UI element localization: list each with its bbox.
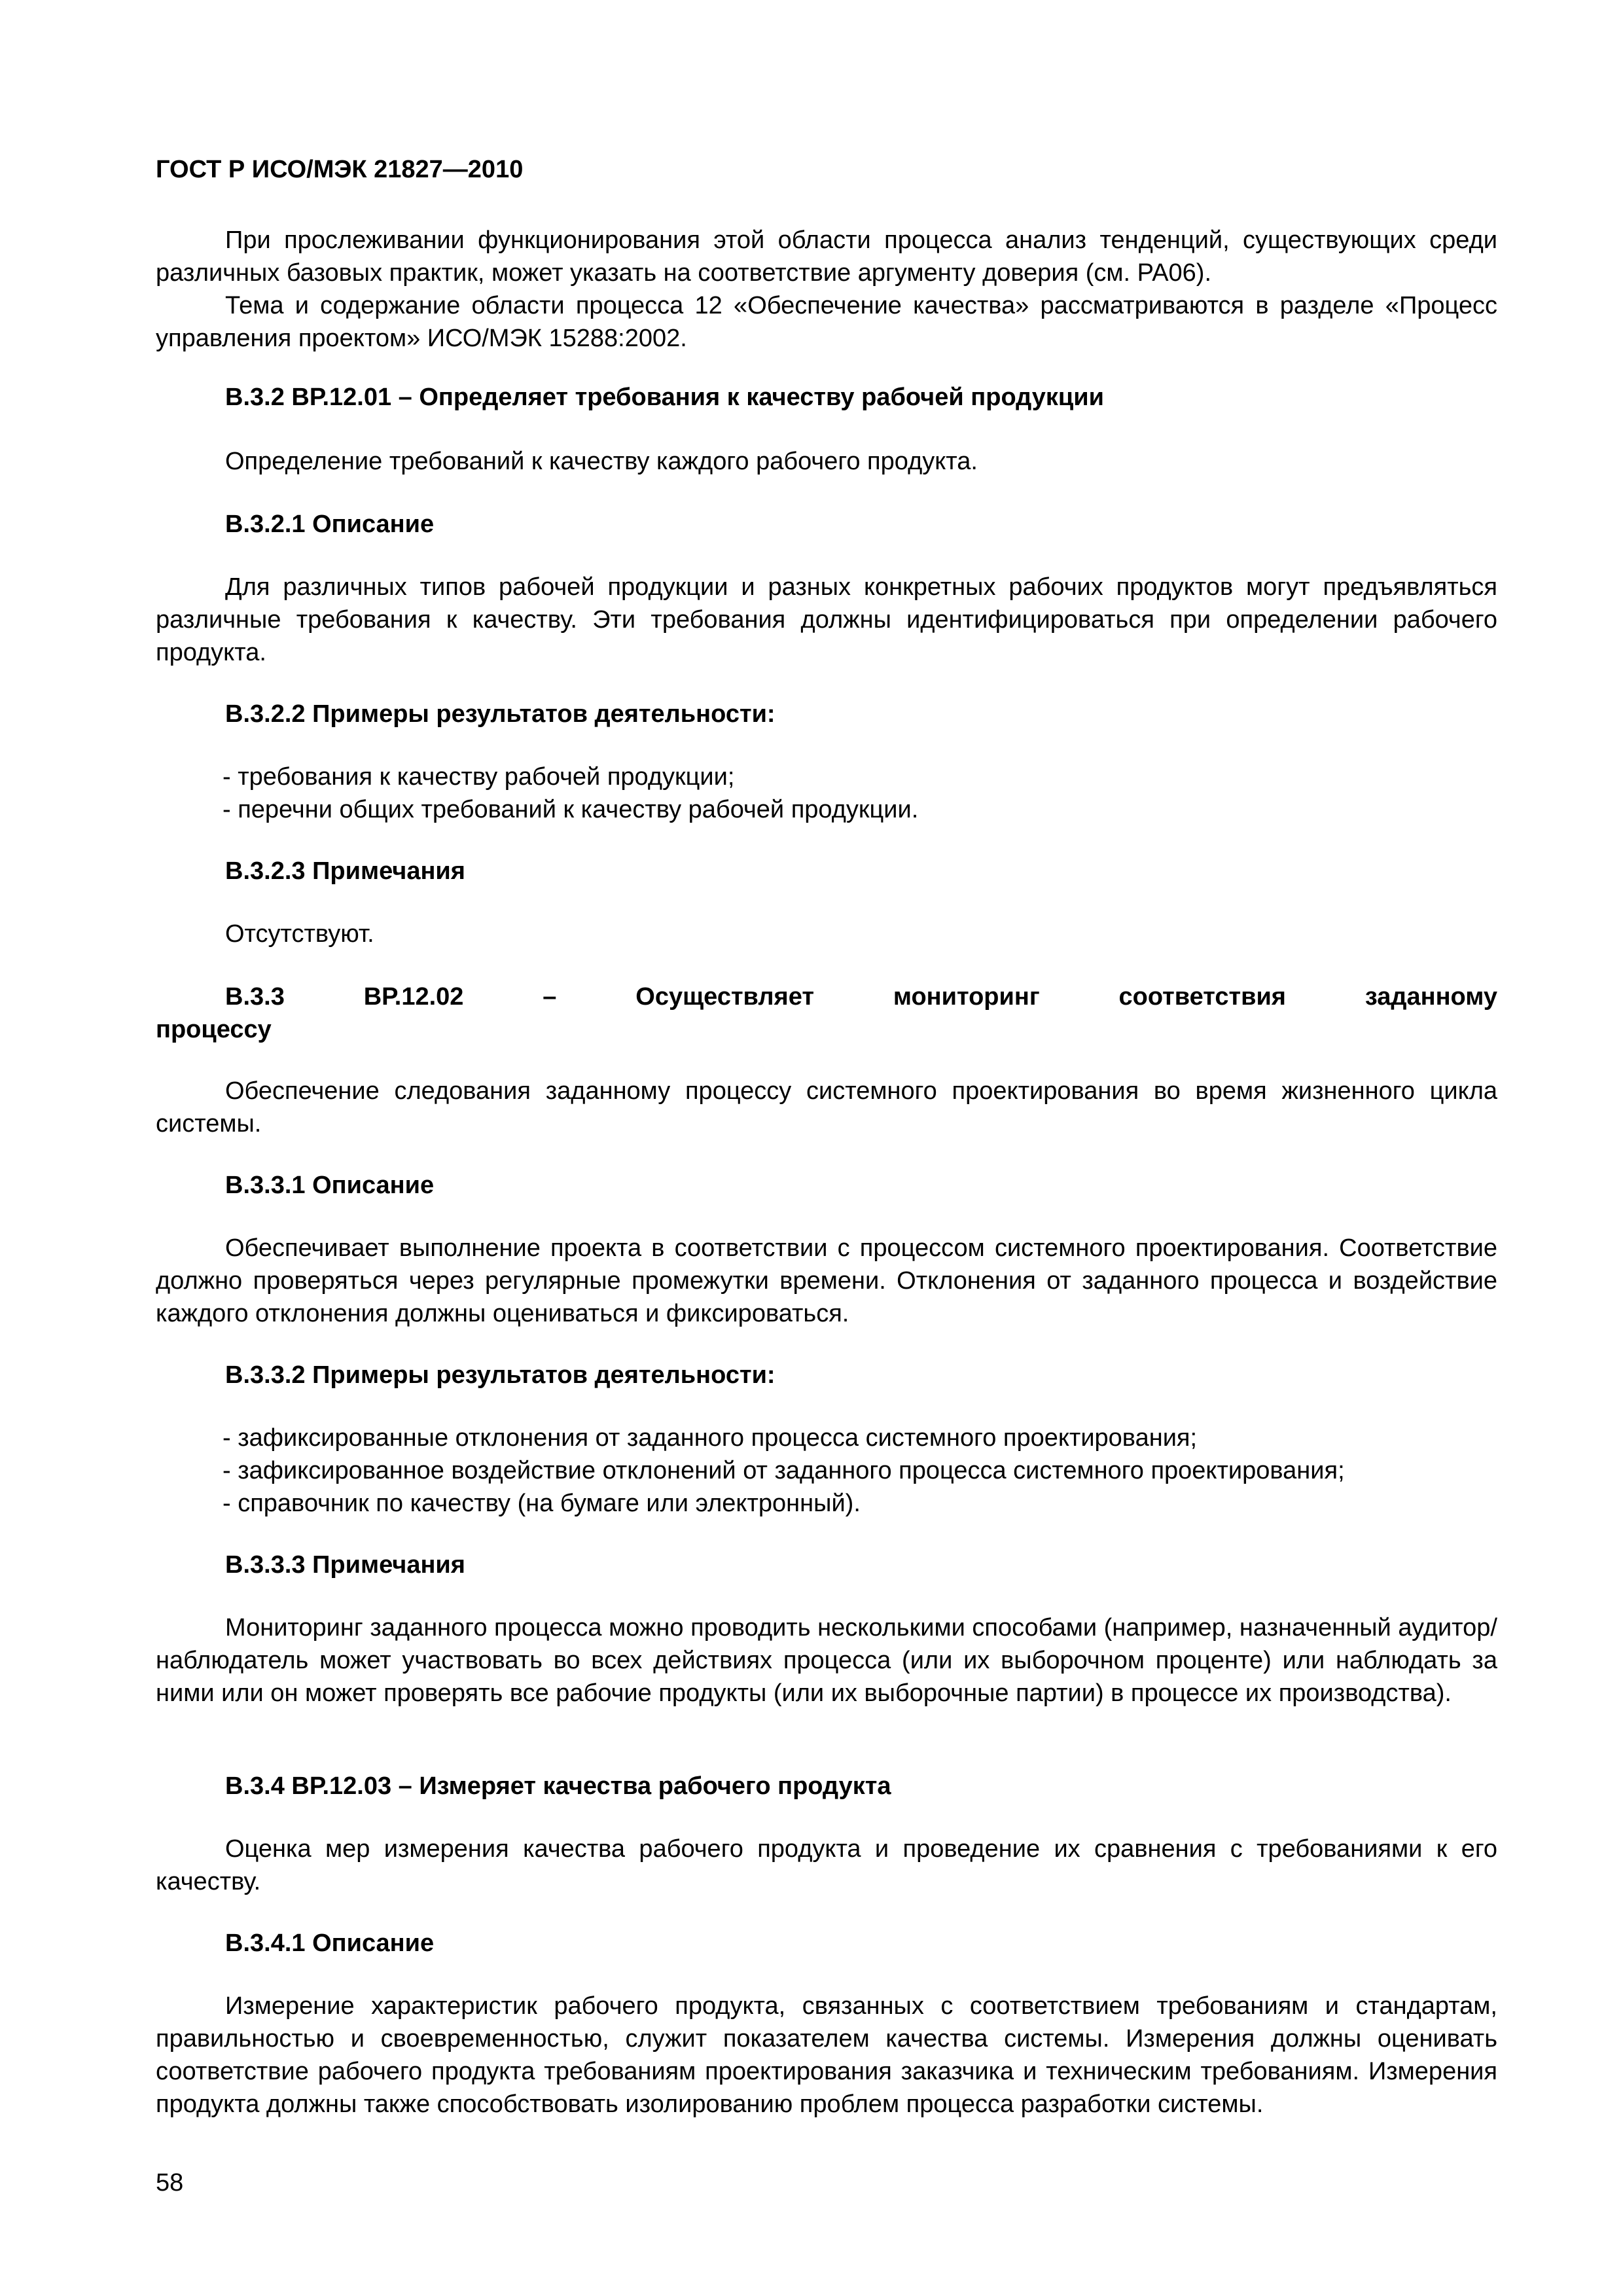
section-b331-text-block (156, 1232, 1497, 1330)
section-b341-text-block (156, 1990, 1497, 2121)
section-b323-text: Отсутствуют. (225, 920, 374, 948)
section-b321-text: Для различных типов рабочей продукции и разных конкретных рабочих продуктов могут предъявляться различные требования к качеству. Эти требования должны идентифицироваться при определении рабочего продукта. (156, 573, 1497, 666)
list-item: - справочник по качеству (на бумаге или электронный). (223, 1490, 861, 1517)
section-b323-text-block (156, 918, 1497, 950)
section-b332-list (156, 1422, 1497, 1520)
section-b32-text: Определение требований к качеству каждого рабочего продукта. (225, 448, 978, 475)
section-b323-heading: В.3.2.3 Примечания (225, 857, 465, 885)
document-header: ГОСТ Р ИСО/МЭК 21827—2010 (156, 156, 524, 183)
page-number: 58 (156, 2169, 184, 2197)
section-b34-heading: В.3.4 ВР.12.03 – Измеряет качества рабочего продукта (225, 1772, 891, 1800)
heading-word: ВР.12.02 (363, 983, 464, 1011)
section-b333-heading: В.3.3.3 Примечания (225, 1551, 465, 1579)
section-b322-list (156, 761, 1497, 826)
section-b32-heading: В.3.2 ВР.12.01 – Определяет требования к качеству рабочей продукции (225, 384, 1104, 411)
heading-word: – (543, 983, 557, 1011)
section-b34-text: Оценка мер измерения качества рабочего продукта и проведение их сравнения с требованиями к его качеству. (156, 1835, 1497, 1895)
section-b333-text-block (156, 1611, 1497, 1710)
heading-word: Осуществляет (635, 983, 814, 1011)
heading-word: мониторинг (893, 983, 1040, 1011)
section-b33-text-block (156, 1075, 1497, 1140)
section-b321-text-block (156, 571, 1497, 669)
section-b332-heading-block (156, 1359, 1497, 1391)
heading-word: заданному (1364, 983, 1497, 1011)
section-b322-heading: В.3.2.2 Примеры результатов деятельности: (225, 700, 776, 728)
section-b33-heading-tail: процессу (156, 1016, 272, 1043)
section-b331-heading-block (156, 1169, 1497, 1202)
section-b33-heading (156, 980, 1497, 1013)
intro-section (156, 224, 1497, 355)
list-item: - перечни общих требований к качеству рабочей продукции. (223, 796, 919, 823)
section-b332-heading: В.3.3.2 Примеры результатов деятельности: (225, 1361, 776, 1389)
section-b331-heading: В.3.3.1 Описание (225, 1172, 435, 1199)
intro-paragraph-2: Тема и содержание области процесса 12 «Обеспечение качества» рассматриваются в разделе «Процесс управления проектом» ИСО/МЭК 15288:2002. (156, 292, 1497, 352)
section-b33-heading-block (156, 980, 1497, 1046)
section-b33-text: Обеспечение следования заданному процессу системного проектирования во время жизненного цикла системы. (156, 1077, 1497, 1138)
section-b341-heading-block (156, 1927, 1497, 1960)
section-b323-heading-block (156, 855, 1497, 888)
list-item: - требования к качеству рабочей продукции; (223, 763, 735, 791)
heading-word: соответствия (1118, 983, 1286, 1011)
section-b34-heading-block (156, 1770, 1497, 1803)
section-b321-heading: В.3.2.1 Описание (225, 511, 435, 538)
section-b341-text: Измерение характеристик рабочего продукта, связанных с соответствием требованиям и стандартам, правильностью и своевременностью, служит показателем качества системы. Измерения должны оценивать соответствие рабочего продукта требованиям проектирования заказчика и техническим требованиям. Измерения продукта должны также способствовать изолированию проблем процесса разработки системы. (156, 1992, 1497, 2118)
section-b333-text: Мониторинг заданного процесса можно проводить несколькими способами (например, назначенный аудитор/наблюдатель может участвовать во всех действиях процесса (или их выборочном проценте) или наблюдать за ними или он может проверять все рабочие продукты (или их выборочные партии) в процессе их производства). (156, 1614, 1497, 1707)
section-b32-heading-block (156, 381, 1497, 414)
section-b321-heading-block (156, 508, 1497, 541)
heading-word: В.3.3 (225, 983, 285, 1011)
section-b32-text-block (156, 445, 1497, 478)
intro-paragraph-1: При прослеживании функционирования этой области процесса анализ тенденций, существующих среди различных базовых практик, может указать на соответствие аргументу доверия (см. PA06). (156, 226, 1497, 287)
list-item: - зафиксированные отклонения от заданного процесса системного проектирования; (223, 1424, 1198, 1452)
section-b333-heading-block (156, 1549, 1497, 1581)
section-b322-heading-block (156, 698, 1497, 730)
section-b34-text-block (156, 1833, 1497, 1898)
section-b331-text: Обеспечивает выполнение проекта в соответствии с процессом системного проектирования. Соответствие должно проверяться через регулярные промежутки времени. Отклонения от заданного процесса и воздействие каждого отклонения должны оцениваться и фиксироваться. (156, 1234, 1497, 1327)
list-item: - зафиксированное воздействие отклонений от заданного процесса системного проектирования; (223, 1457, 1345, 1484)
section-b341-heading: В.3.4.1 Описание (225, 1929, 435, 1957)
